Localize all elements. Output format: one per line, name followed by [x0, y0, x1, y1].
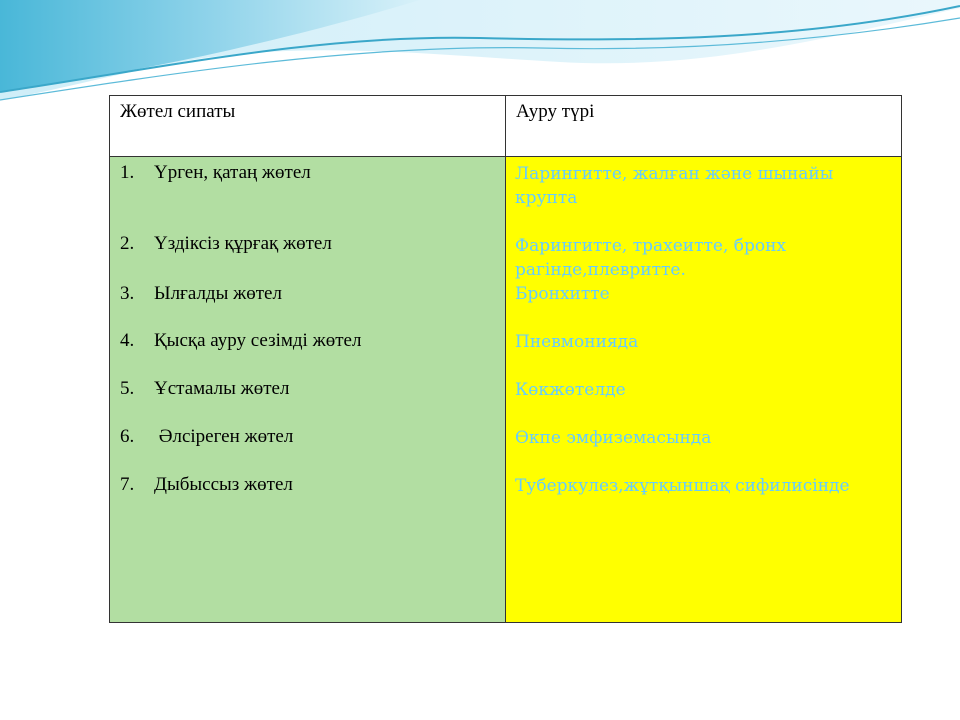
cough-type-number: 5. [120, 378, 135, 399]
cough-type-number: 4. [120, 330, 135, 351]
cough-type-number: 1. [120, 162, 135, 183]
cough-type-item [120, 283, 282, 305]
cough-type-label: Дыбыссыз жөтел [154, 474, 293, 495]
diseases-cell [506, 157, 902, 623]
cough-types-cell [110, 157, 506, 623]
disease-item: Фарингитте, трахеитте, бронх рагінде,плевритте. [515, 236, 787, 280]
cough-type-label: Әлсіреген жөтел [154, 426, 294, 447]
header-row [110, 96, 902, 157]
cough-type-item [120, 474, 293, 496]
cough-disease-table [109, 95, 902, 623]
cough-type-item [120, 426, 293, 448]
disease-item: Өкпе эмфиземасында [515, 428, 712, 448]
cough-type-label: Үрген, қатаң жөтел [154, 162, 311, 183]
cough-type-number: 3. [120, 283, 135, 304]
cough-type-item [120, 233, 332, 255]
cough-type-label: Ылғалды жөтел [154, 283, 282, 304]
body-row [110, 157, 902, 623]
header-disease-type-label: Ауру түрі [516, 101, 595, 122]
cough-type-label: Қысқа ауру сезімді жөтел [154, 330, 362, 351]
header-cell-cough-type [110, 96, 506, 157]
cough-type-item [120, 162, 311, 184]
header-cell-disease-type [506, 96, 902, 157]
cough-type-item [120, 378, 289, 400]
cough-type-number: 6. [120, 426, 135, 447]
cough-type-label: Ұстамалы жөтел [154, 378, 290, 399]
disease-item: Көкжөтелде [515, 380, 626, 400]
cough-type-number: 7. [120, 474, 135, 495]
cough-type-item [120, 330, 361, 352]
disease-item: Туберкулез,жұтқыншақ сифилисінде [515, 476, 850, 496]
disease-item: Бронхитте [515, 284, 610, 304]
cough-type-label: Үздіксіз құрғақ жөтел [154, 233, 332, 254]
cough-type-number: 2. [120, 233, 135, 254]
disease-item: Ларингитте, жалған және шынайы крупта [515, 164, 834, 208]
header-cough-type-label: Жөтел сипаты [120, 101, 236, 122]
disease-item: Пневмонияда [515, 332, 639, 352]
